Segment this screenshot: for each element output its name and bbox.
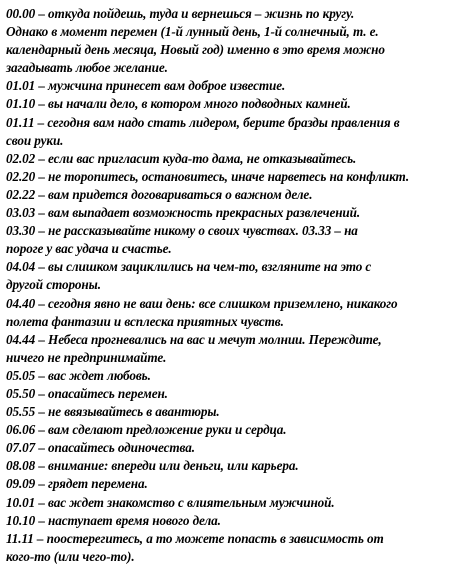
text-line: пороге у вас удача и счастье. <box>6 241 172 257</box>
text-line: 06.06 – вам сделают предложение руки и сердца. <box>6 422 287 438</box>
text-line: 04.40 – сегодня явно не ваш день: все слишком приземлено, никакого <box>6 295 398 311</box>
text-line: 01.10 – вы начали дело, в котором много подводных камней. <box>6 96 351 112</box>
text-line: 05.55 – не ввязывайтесь в авантюры. <box>6 404 220 420</box>
text-line: 10.01 – вас ждет знакомство с влиятельным мужчиной. <box>6 494 335 510</box>
text-line: календарный день месяца, Новый год) именно в это время можно <box>6 42 385 58</box>
text-line: 10.10 – наступает время нового дела. <box>6 512 221 528</box>
text-line: 02.02 – если вас пригласит куда-то дама, не отказывайтесь. <box>6 150 357 166</box>
text-line: 02.20 – не торопитесь, остановитесь, иначе нарветесь на конфликт. <box>6 168 410 184</box>
text-line: 03.03 – вам выпадает возможность прекрасных развлечений. <box>6 205 361 221</box>
text-line: 03.30 – не рассказывайте никому о своих чувствах. 03.33 – на <box>6 223 358 239</box>
text-line: 05.50 – опасайтесь перемен. <box>6 385 168 401</box>
text-line: 11.11 – поостерегитесь, а то можете попасть в зависимость от <box>6 530 384 546</box>
text-line: полета фантазии и всплеска приятных чувств. <box>6 313 284 329</box>
text-line: другой стороны. <box>6 277 101 293</box>
text-line: 02.22 – вам придется договариваться о важном деле. <box>6 186 313 202</box>
text-line: 09.09 – грядет перемена. <box>6 476 148 492</box>
text-line: 08.08 – внимание: впереди или деньги, или карьера. <box>6 458 299 474</box>
text-line: Однако в момент перемен (1-й лунный день, 1-й солнечный, т. е. <box>6 24 379 40</box>
text-line: 04.04 – вы слишком зациклились на чем-то, взгляните на это с <box>6 259 372 275</box>
text-line: 04.44 – Небеса прогневались на вас и мечут молнии. Переждите, <box>6 331 382 347</box>
text-line: свои руки. <box>6 132 64 148</box>
document-text <box>6 5 468 566</box>
text-line: 05.05 – вас ждет любовь. <box>6 367 151 383</box>
text-line: 01.01 – мужчина принесет вам доброе известие. <box>6 78 286 94</box>
text-line: 07.07 – опасайтесь одиночества. <box>6 440 195 456</box>
text-line: ничего не предпринимайте. <box>6 349 167 365</box>
text-line: 01.11 – сегодня вам надо стать лидером, берите бразды правления в <box>6 114 400 130</box>
text-line: кого-то (или чего-то). <box>6 548 135 564</box>
text-line: 00.00 – откуда пойдешь, туда и вернешься – жизнь по кругу. <box>6 6 355 21</box>
text-line: загадывать любое желание. <box>6 60 168 76</box>
